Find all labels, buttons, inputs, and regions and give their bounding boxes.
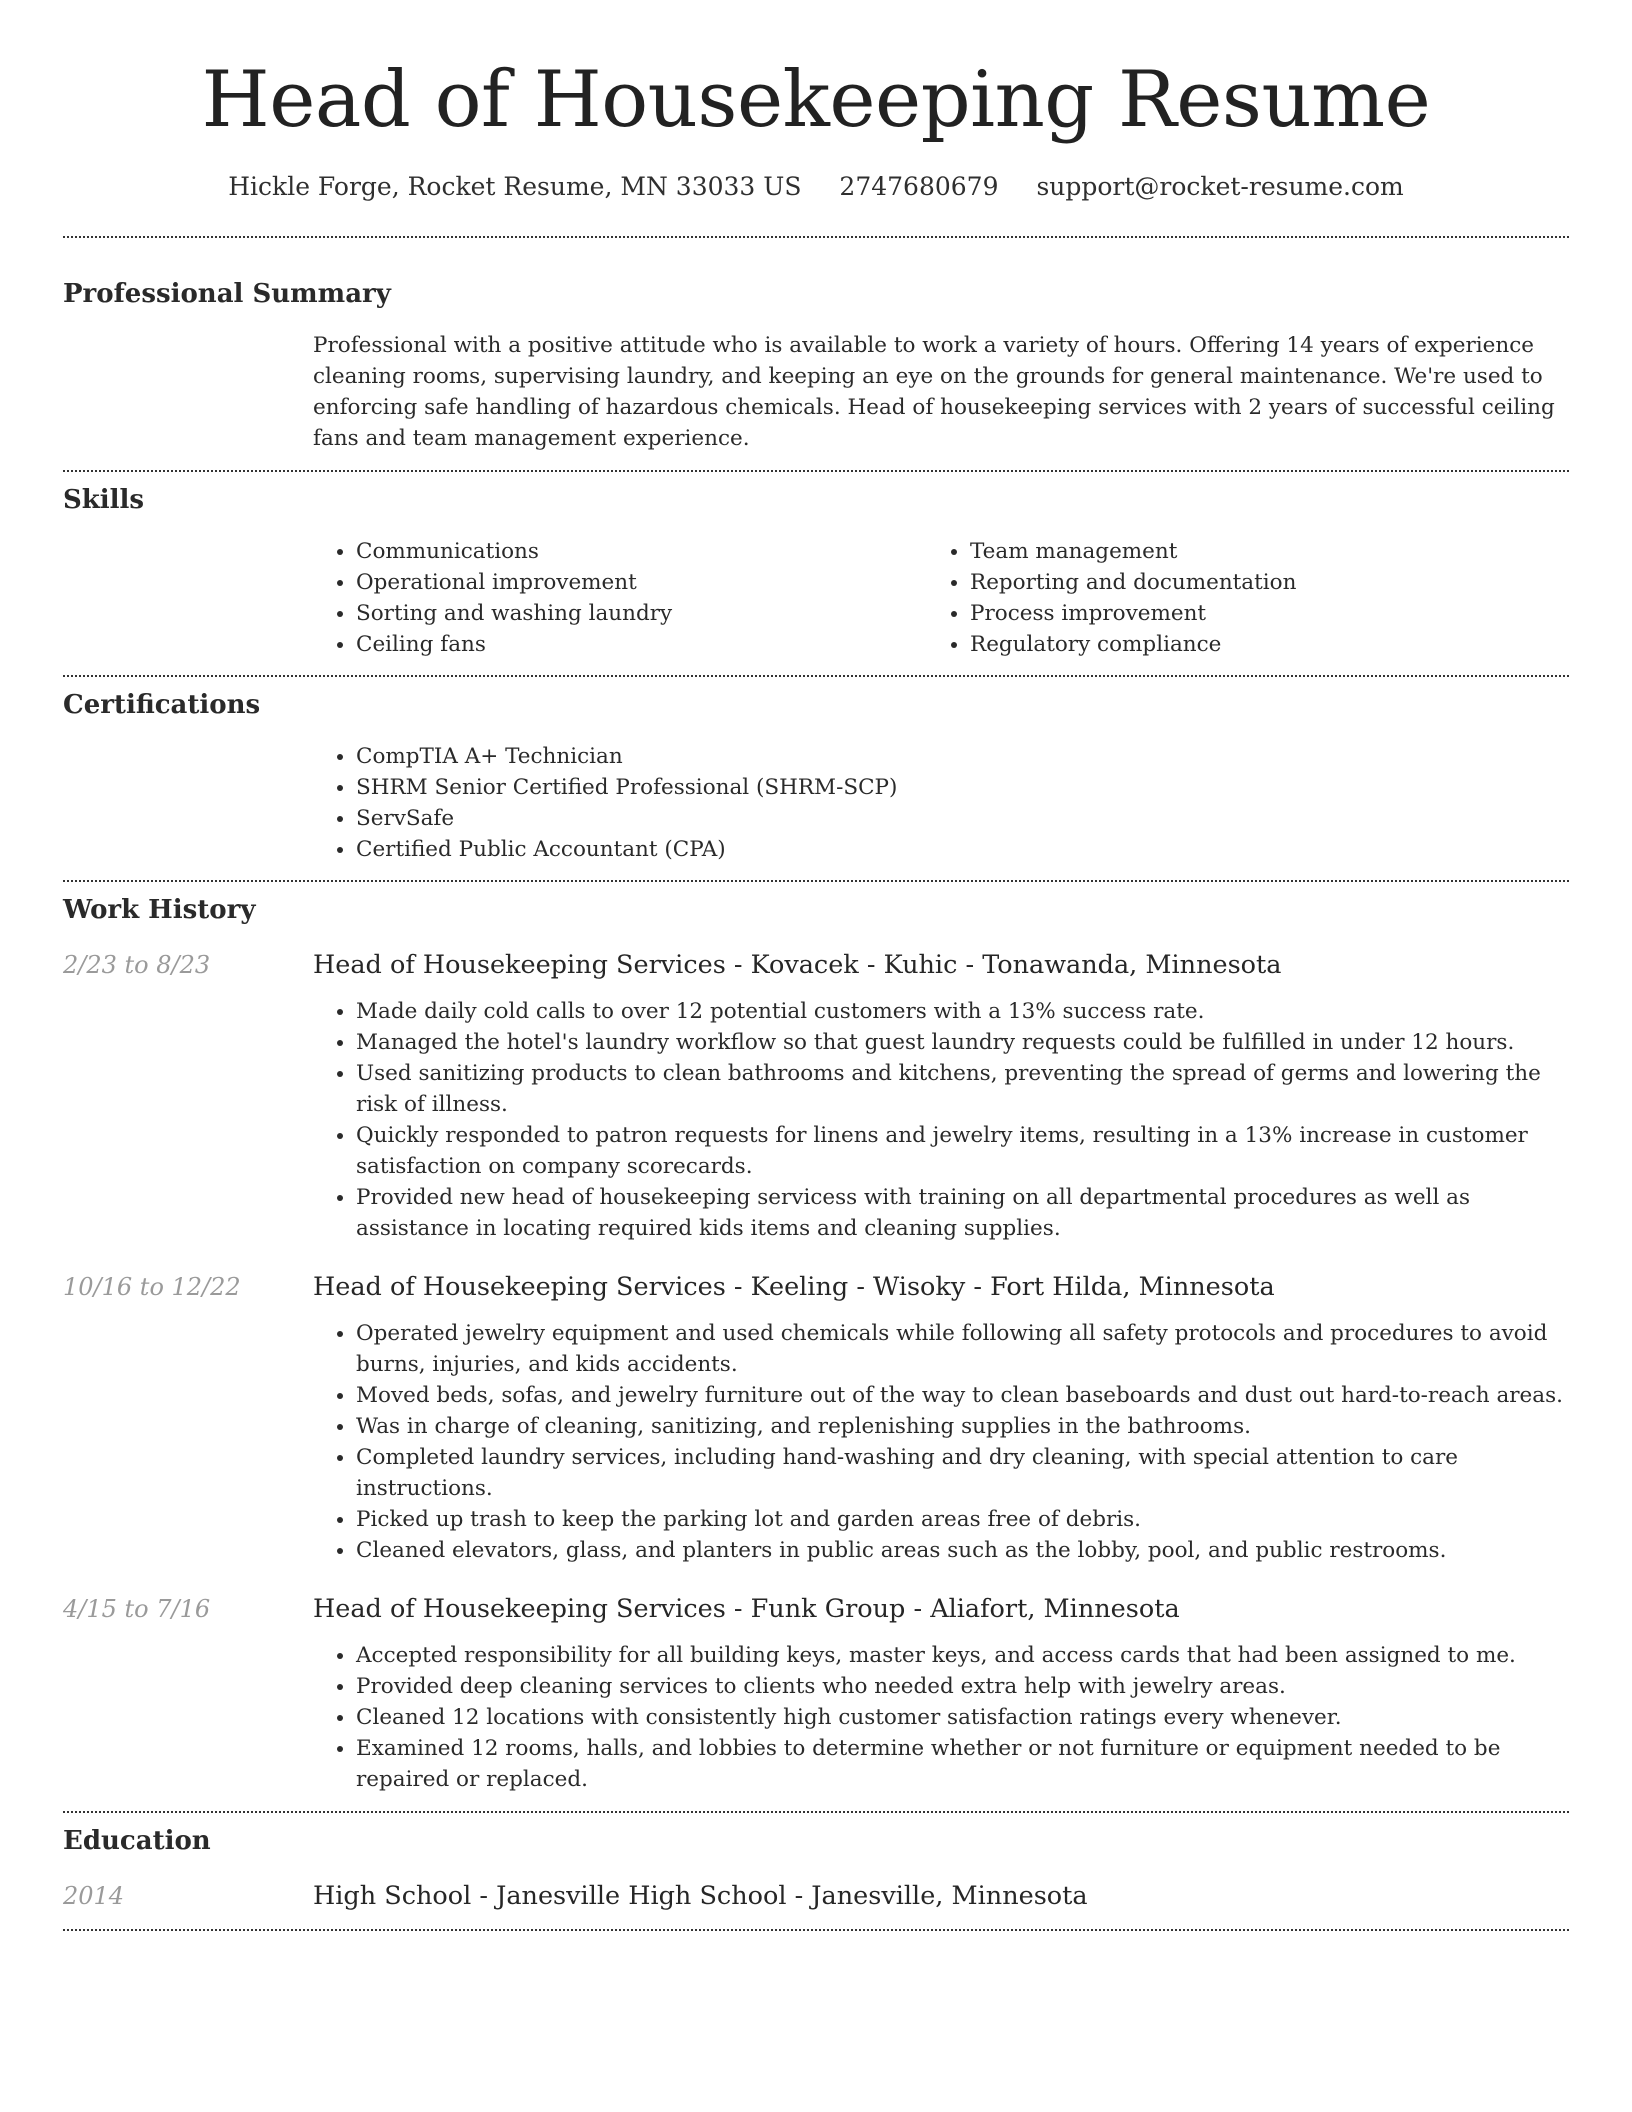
job-bullet: • Cleaned 12 locations with consistently high customer satisfaction ratings every whenever. (356, 1702, 1569, 1733)
job-bullet: • Accepted responsibility for all building keys, master keys, and access cards that had been assigned to me. (356, 1640, 1569, 1671)
education-section (63, 1824, 1569, 1913)
job-bullet: • Operated jewelry equipment and used chemicals while following all safety protocols and procedures to avoid burns, injuries, and kids accidents. (356, 1318, 1569, 1380)
job-bullet: • Completed laundry services, including hand-washing and dry cleaning, with special attention to care instructions. (356, 1442, 1569, 1504)
contact-address: Hickle Forge, Rocket Resume, MN 33033 US (228, 172, 802, 201)
job-bullet: • Quickly responded to patron requests for linens and jewelry items, resulting in a 13% increase in customer satisfaction on company scorecards. (356, 1120, 1569, 1182)
education-title: High School - Janesville High School - Janesville, Minnesota (313, 1881, 1088, 1911)
skill-item: • Sorting and washing laundry (356, 598, 927, 629)
job-bullet: • Provided new head of housekeeping servicess with training on all departmental procedures as well as assistance in locating required kids items and cleaning supplies. (356, 1182, 1569, 1244)
summary-content (313, 330, 1569, 454)
certifications-section (63, 688, 1569, 865)
job-bullet: • Examined 12 rooms, halls, and lobbies to determine whether or not furniture or equipment needed to be repaired or replaced. (356, 1733, 1569, 1795)
section-heading-education: Education (63, 1826, 211, 1856)
skills-grid (313, 536, 1569, 660)
education-body (313, 1879, 1569, 1913)
skills-section (63, 483, 1569, 660)
job-bullets (313, 1640, 1569, 1795)
divider (63, 675, 1569, 677)
skills-list-left (313, 536, 927, 660)
summary-section (63, 277, 1569, 454)
contact-phone: 2747680679 (839, 172, 999, 201)
job-dates: 10/16 to 12/22 (63, 1273, 241, 1301)
certifications-content (313, 741, 1569, 865)
divider (63, 470, 1569, 472)
job-bullet: • Provided deep cleaning services to clients who needed extra help with jewelry areas. (356, 1671, 1569, 1702)
certification-item: • CompTIA A+ Technician (356, 741, 1569, 772)
education-date: 2014 (63, 1882, 125, 1910)
job-bullets (313, 1318, 1569, 1566)
certifications-list (313, 741, 1569, 865)
education-entry (63, 1879, 1569, 1913)
certification-item: • ServSafe (356, 803, 1569, 834)
contact-line (63, 170, 1569, 204)
skill-item: • Operational improvement (356, 567, 927, 598)
certification-item: • Certified Public Accountant (CPA) (356, 834, 1569, 865)
job-bullet: • Managed the hotel's laundry workflow so that guest laundry requests could be fulfilled in under 12 hours. (356, 1027, 1569, 1058)
job-dates: 2/23 to 8/23 (63, 951, 211, 979)
job-bullet: • Made daily cold calls to over 12 potential customers with a 13% success rate. (356, 996, 1569, 1027)
certification-item: • SHRM Senior Certified Professional (SHRM-SCP) (356, 772, 1569, 803)
divider (63, 880, 1569, 882)
skill-item: • Reporting and documentation (970, 567, 1569, 598)
section-heading-summary: Professional Summary (63, 279, 391, 309)
skill-item: • Regulatory compliance (970, 629, 1569, 660)
section-heading-skills: Skills (63, 485, 145, 515)
contact-email: support@rocket-resume.com (1036, 172, 1404, 201)
skill-item: • Process improvement (970, 598, 1569, 629)
section-heading-work-history: Work History (63, 895, 256, 925)
job-entry (63, 948, 1569, 1244)
resume-title: Head of Housekeeping Resume (201, 55, 1431, 145)
summary-text: Professional with a positive attitude who is available to work a variety of hours. Offering 14 years of experience cleaning rooms, supervising laundry, and keeping an eye on the grounds for general maintenance. We're used to enforcing safe handling of hazardous chemicals. Head of housekeeping services with 2 years of successful ceiling fans and team management experience. (313, 333, 1555, 451)
divider (63, 1811, 1569, 1813)
skills-list-right (927, 536, 1569, 660)
skill-item: • Team management (970, 536, 1569, 567)
job-bullet: • Picked up trash to keep the parking lot and garden areas free of debris. (356, 1504, 1569, 1535)
divider (63, 1929, 1569, 1931)
skill-item: • Ceiling fans (356, 629, 927, 660)
divider (63, 236, 1569, 238)
job-title: Head of Housekeeping Services - Funk Group - Aliafort, Minnesota (313, 1594, 1180, 1624)
job-dates: 4/15 to 7/16 (63, 1595, 211, 1623)
job-bullets (313, 996, 1569, 1244)
job-title: Head of Housekeeping Services - Keeling - Wisoky - Fort Hilda, Minnesota (313, 1272, 1275, 1302)
job-body (313, 1592, 1569, 1795)
work-history-section (63, 893, 1569, 1795)
job-body (313, 1270, 1569, 1566)
section-heading-certifications: Certifications (63, 690, 261, 720)
job-title: Head of Housekeeping Services - Kovacek - Kuhic - Tonawanda, Minnesota (313, 950, 1282, 980)
skill-item: • Communications (356, 536, 927, 567)
job-bullet: • Cleaned elevators, glass, and planters in public areas such as the lobby, pool, and public restrooms. (356, 1535, 1569, 1566)
job-bullet: • Was in charge of cleaning, sanitizing, and replenishing supplies in the bathrooms. (356, 1411, 1569, 1442)
job-entry (63, 1592, 1569, 1795)
job-body (313, 948, 1569, 1244)
job-bullet: • Moved beds, sofas, and jewelry furniture out of the way to clean baseboards and dust out hard-to-reach areas. (356, 1380, 1569, 1411)
job-entry (63, 1270, 1569, 1566)
job-bullet: • Used sanitizing products to clean bathrooms and kitchens, preventing the spread of germs and lowering the risk of illness. (356, 1058, 1569, 1120)
